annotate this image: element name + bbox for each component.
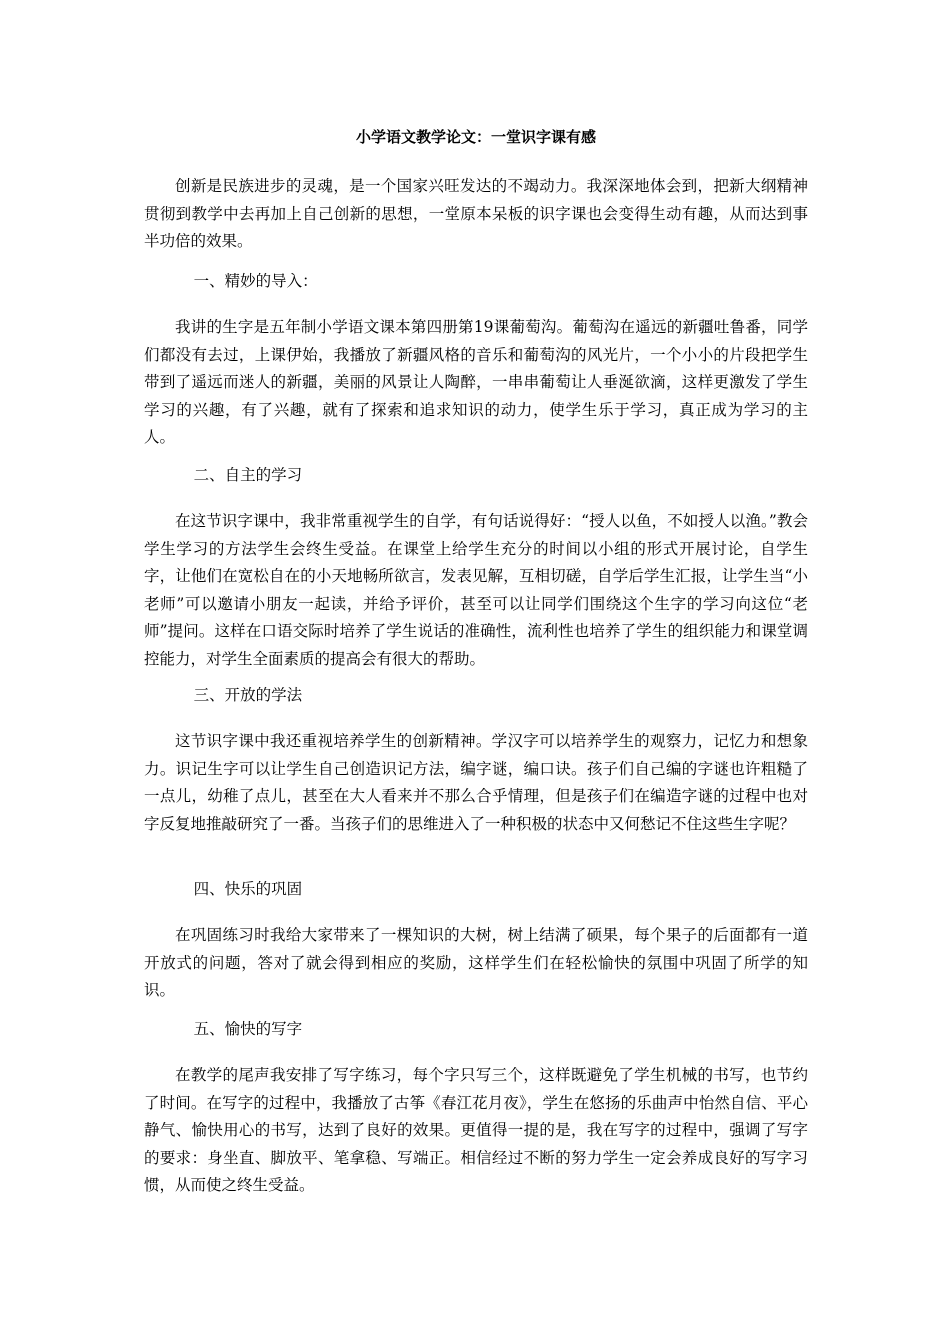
section-body-4: 在巩固练习时我给大家带来了一棵知识的大树，树上结满了硕果，每个果子的后面都有一道开放式的问题，答对了就会得到相应的奖励，这样学生们在轻松愉快的氛围中巩固了所学的知识。 — [144, 926, 808, 999]
section-body-3: 这节识字课中我还重视培养学生的创新精神。学汉字可以培养学生的观察力，记忆力和想象力。识记生字可以让学生自己创造识记方法，编字谜，编口诀。孩子们自己编的字谜也许粗糙了一点儿，幼稚了点儿，甚至在大人看来并不那么合乎情理，但是孩子们在编造字谜的过程中也对字反复地推敲研究了一番。当孩子们的思维进入了一种积极的状态中又何愁记不住这些生字呢？ — [144, 732, 808, 833]
section-heading-5: 五、愉快的写字 — [193, 1020, 303, 1038]
section-heading-1: 一、精妙的导入： — [193, 272, 318, 290]
section-heading-4: 四、快乐的巩固 — [193, 880, 303, 898]
section-heading-3: 三、开放的学法 — [193, 686, 303, 704]
section-body-2: 在这节识字课中，我非常重视学生的自学，有句话说得好：“授人以鱼，不如授人以渔。”教会学生学习的方法学生会终生受益。在课堂上给学生充分的时间以小组的形式开展讨论，自学生字，让他们在宽松自在的小天地畅所欲言，发表见解，互相切磋，自学后学生汇报，让学生当“小老师”可以邀请小朋友一起读，并给予评价，甚至可以让同学们围绕这个生字的学习向这位“老师”提问。这样在口语交际时培养了学生说话的准确性，流利性也培养了学生的组织能力和课堂调控能力，对学生全面素质的提高会有很大的帮助。 — [144, 512, 808, 668]
section-body-1: 我讲的生字是五年制小学语文课本第四册第19课葡萄沟。葡萄沟在遥远的新疆吐鲁番，同学们都没有去过，上课伊始，我播放了新疆风格的音乐和葡萄沟的风光片，一个小小的片段把学生带到了遥远而迷人的新疆，美丽的风景让人陶醉，一串串葡萄让人垂涎欲滴，这样更激发了学生学习的兴趣，有了兴趣，就有了探索和追求知识的动力，使学生乐于学习，真正成为学习的主人。 — [144, 318, 808, 446]
intro-paragraph: 创新是民族进步的灵魂，是一个国家兴旺发达的不竭动力。我深深地体会到，把新大纲精神贯彻到教学中去再加上自己创新的思想，一堂原本呆板的识字课也会变得生动有趣，从而达到事半功倍的效果。 — [144, 177, 808, 250]
document-title: 小学语文教学论文：一堂识字课有感 — [355, 128, 596, 146]
section-body-5: 在教学的尾声我安排了写字练习，每个字只写三个，这样既避免了学生机械的书写，也节约了时间。在写字的过程中，我播放了古筝《春江花月夜》，学生在悠扬的乐曲声中怡然自信、平心静气、愉快用心的书写，达到了良好的效果。更值得一提的是，我在写字的过程中，强调了写字的要求：身坐直、脚放平、笔拿稳、写端正。相信经过不断的努力学生一定会养成良好的写字习惯，从而使之终生受益。 — [144, 1066, 808, 1194]
section-heading-2: 二、自主的学习 — [193, 466, 303, 484]
